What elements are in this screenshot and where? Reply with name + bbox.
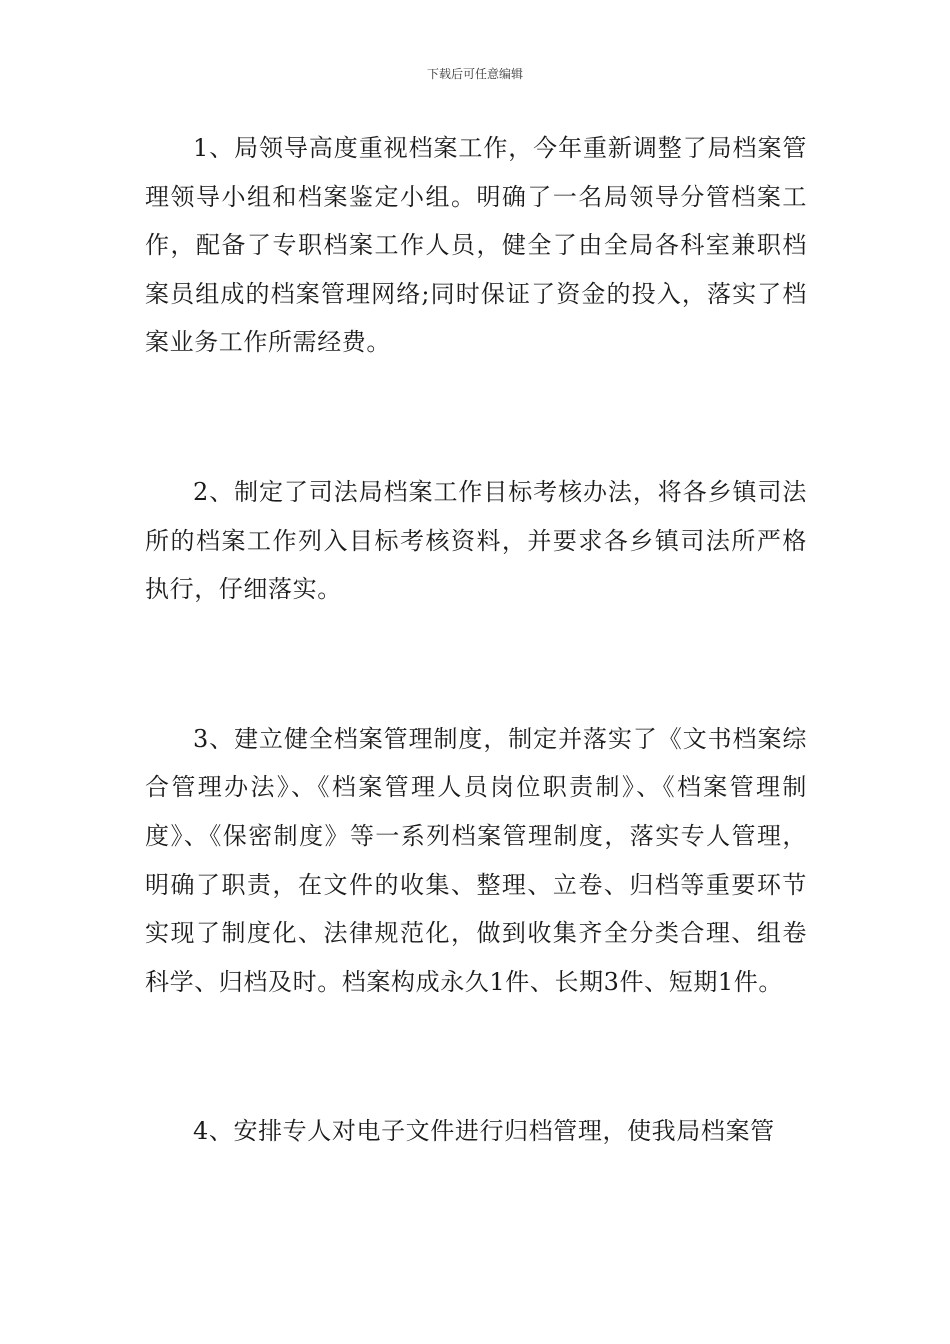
- document-body: [145, 124, 807, 1156]
- paragraph-2: 2、制定了司法局档案工作目标考核办法，将各乡镇司法所的档案工作列入目标考核资料，并要求各乡镇司法所严格执行，仔细落实。: [145, 477, 807, 604]
- paragraph-3: 3、建立健全档案管理制度，制定并落实了《文书档案综合管理办法》、《档案管理人员岗位职责制》、《档案管理制度》、《保密制度》等一系列档案管理制度，落实专人管理，明确了职责，在文件的收集、整理、立卷、归档等重要环节实现了制度化、法律规范化，做到收集齐全分类合理、组卷科学、归档及时。档案构成永久1件、长期3件、短期1件。: [145, 724, 807, 996]
- paragraph-1: 1、局领导高度重视档案工作，今年重新调整了局档案管理领导小组和档案鉴定小组。明确了一名局领导分管档案工作，配备了专职档案工作人员，健全了由全局各科室兼职档案员组成的档案管理网络;同时保证了资金的投入，落实了档案业务工作所需经费。: [145, 134, 807, 357]
- page-header: 下载后可任意编辑: [426, 67, 523, 81]
- paragraph-4: 4、安排专人对电子文件进行归档管理，使我局档案管: [193, 1117, 775, 1146]
